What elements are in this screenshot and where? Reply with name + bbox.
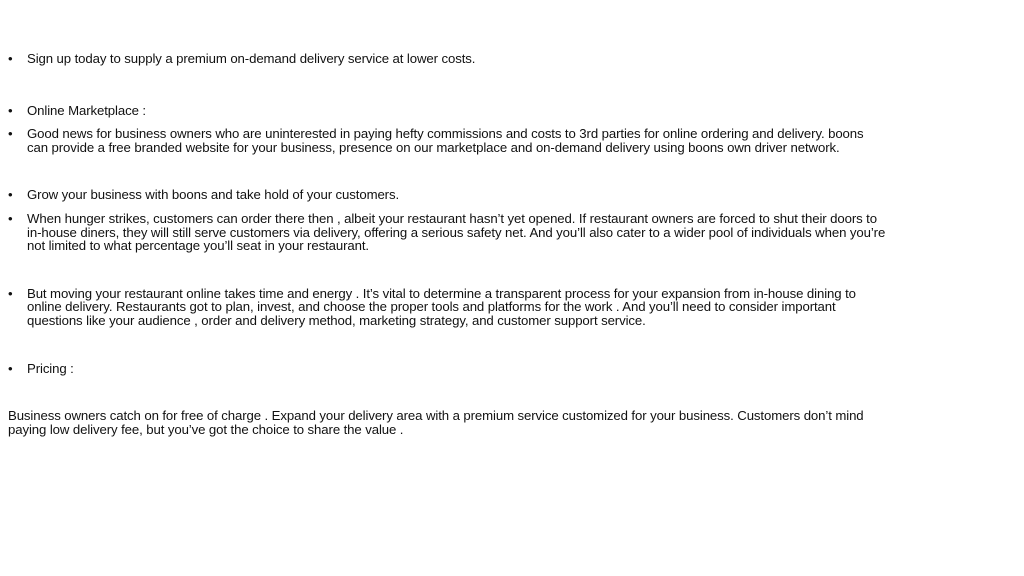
- bullet-item-hunger-strikes: [8, 212, 888, 253]
- bullet-text: But moving your restaurant online takes time and energy . It’s vital to determine a transparent process for your expansion from in-house dining to online delivery. Restaurants got to plan, invest, and choose the proper tools and platforms for the work . And you’ll need to consider important questions like your audience , order and delivery method, marketing strategy, and customer support service.: [27, 285, 856, 328]
- spacer: [8, 253, 888, 287]
- bullet-item-signup: [8, 52, 888, 66]
- bullet-item-online-marketplace: [8, 104, 888, 118]
- bullet-text: Grow your business with boons and take hold of your customers.: [27, 187, 400, 203]
- bullet-text: Sign up today to supply a premium on-demand delivery service at lower costs.: [27, 51, 476, 66]
- bullet-text: Online Marketplace :: [27, 102, 146, 118]
- spacer: [8, 328, 888, 362]
- bullet-text: Good news for business owners who are uninterested in paying hefty commissions and costs to 3rd parties for online ordering and delivery. boons can provide a free branded website for your business, presence on our marketplace and on-demand delivery using boons own driver network.: [27, 126, 864, 155]
- spacer: [8, 154, 888, 188]
- bullet-dot: •: [8, 51, 13, 66]
- spacer: [8, 66, 888, 104]
- bullet-text: When hunger strikes, customers can order there then , albeit your restaurant hasn’t yet opened. If restaurant owners are forced to shut their doors to in-house diners, they will still serve customers via delivery, offering a serious safety net. And you’ll also cater to a wider pool of individuals when you’re not limited to what percentage you’ll seat in your restaurant.: [27, 210, 886, 254]
- bullet-item-grow-business: [8, 188, 888, 202]
- spacer: [8, 375, 888, 409]
- bullet-dot: •: [8, 102, 13, 118]
- slide-body: [8, 52, 888, 436]
- bullet-dot: •: [8, 187, 13, 203]
- bullet-item-good-news: [8, 127, 888, 154]
- bullet-item-pricing: [8, 362, 888, 376]
- bullet-dot: •: [8, 126, 13, 142]
- bullet-dot: •: [8, 360, 13, 376]
- bullet-dot: •: [8, 210, 13, 226]
- bullet-item-moving-online: [8, 287, 888, 328]
- bullet-dot: •: [8, 285, 13, 301]
- bullet-text: Pricing :: [27, 360, 74, 376]
- closing-paragraph: Business owners catch on for free of charge . Expand your delivery area with a premium service customized for your business. Customers don’t mind paying low delivery fee, but you’ve got the choice to share the value .: [8, 408, 864, 437]
